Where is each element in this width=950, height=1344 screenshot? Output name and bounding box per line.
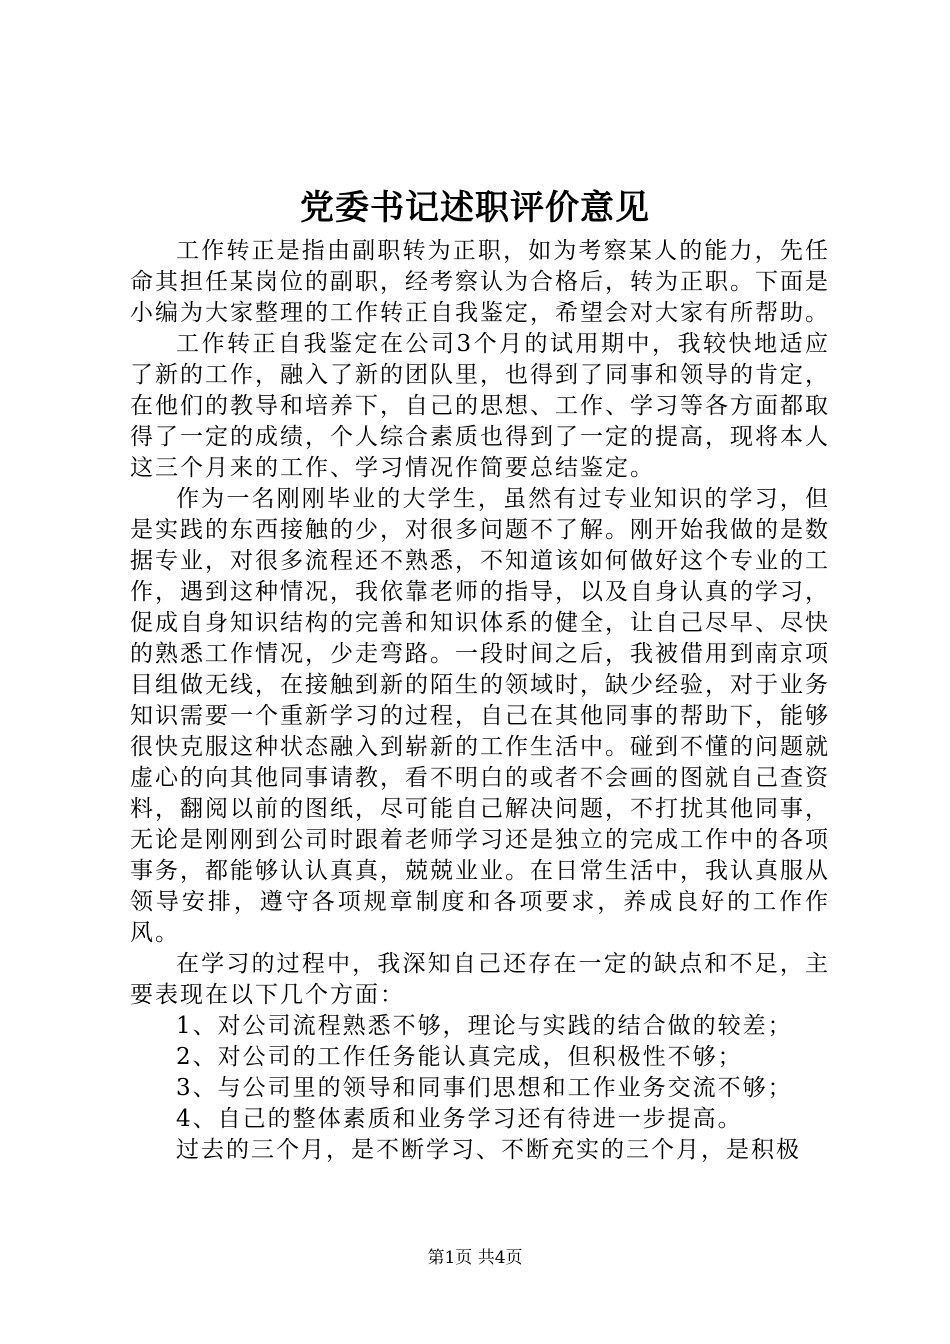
list-item: 2、对公司的工作任务能认真完成，但积极性不够； — [176, 1044, 743, 1070]
document-title: 党委书记述职评价意见 — [300, 188, 650, 228]
paragraph-intro: 工作转正是指由副职转为正职，如为考察某人的能力，先任命其担任某岗位的副职，经考察认为合格后，转为正职。下面是小编为大家整理的工作转正自我鉴定，希望会对大家有所帮助。 — [130, 238, 830, 326]
list-item: 1、对公司流程熟悉不够，理论与实践的结合做的较差； — [176, 1013, 793, 1039]
paragraph-work-experience: 作为一名刚刚毕业的大学生，虽然有过专业知识的学习，但是实践的东西接触的少，对很多问题不了解。刚开始我做的是数据专业，对很多流程还不熟悉，不知道该如何做好这个专业的工作，遇到这种情况，我依靠老师的指导，以及自身认真的学习，促成自身知识结构的完善和知识体系的健全，让自己尽早、尽快的熟悉工作情况，少走弯路。一段时间之后，我被借用到南京项目组做无线，在接触到新的陌生的领域时，缺少经验，对于业务知识需要一个重新学习的过程，自己在其他同事的帮助下，能够很快克服这种状态融入到崭新的工作生活中。碰到不懂的问题就虚心的向其他同事请教，看不明白的或者不会画的图就自己查资料，翻阅以前的图纸，尽可能自己解决问题，不打扰其他同事，无论是刚刚到公司时跟着老师学习还是独立的完成工作中的各项事务，都能够认认真真，兢兢业业。在日常生活中，我认真服从领导安排，遵守各项规章制度和各项要求，养成良好的工作作风。 — [130, 486, 830, 946]
list-item: 3、与公司里的领导和同事们思想和工作业务交流不够； — [176, 1075, 793, 1101]
page-footer: 第1页 共4页 — [427, 1248, 523, 1268]
paragraph-shortcomings: 在学习的过程中，我深知自己还存在一定的缺点和不足，主要表现在以下几个方面： — [130, 951, 830, 1008]
paragraph-self-assessment: 工作转正自我鉴定在公司3个月的试用期中，我较快地适应了新的工作，融入了新的团队里，也得到了同事和领导的肯定，在他们的教导和培养下，自己的思想、工作、学习等各方面都取得了一定的成绩，个人综合素质也得到了一定的提高，现将本人这三个月来的工作、学习情况作简要总结鉴定。 — [130, 331, 830, 481]
paragraph-closing: 过去的三个月，是不断学习、不断充实的三个月，是积极 — [176, 1137, 801, 1163]
list-item: 4、自己的整体素质和业务学习还有待进一步提高。 — [176, 1106, 743, 1132]
document-body — [130, 236, 830, 1166]
